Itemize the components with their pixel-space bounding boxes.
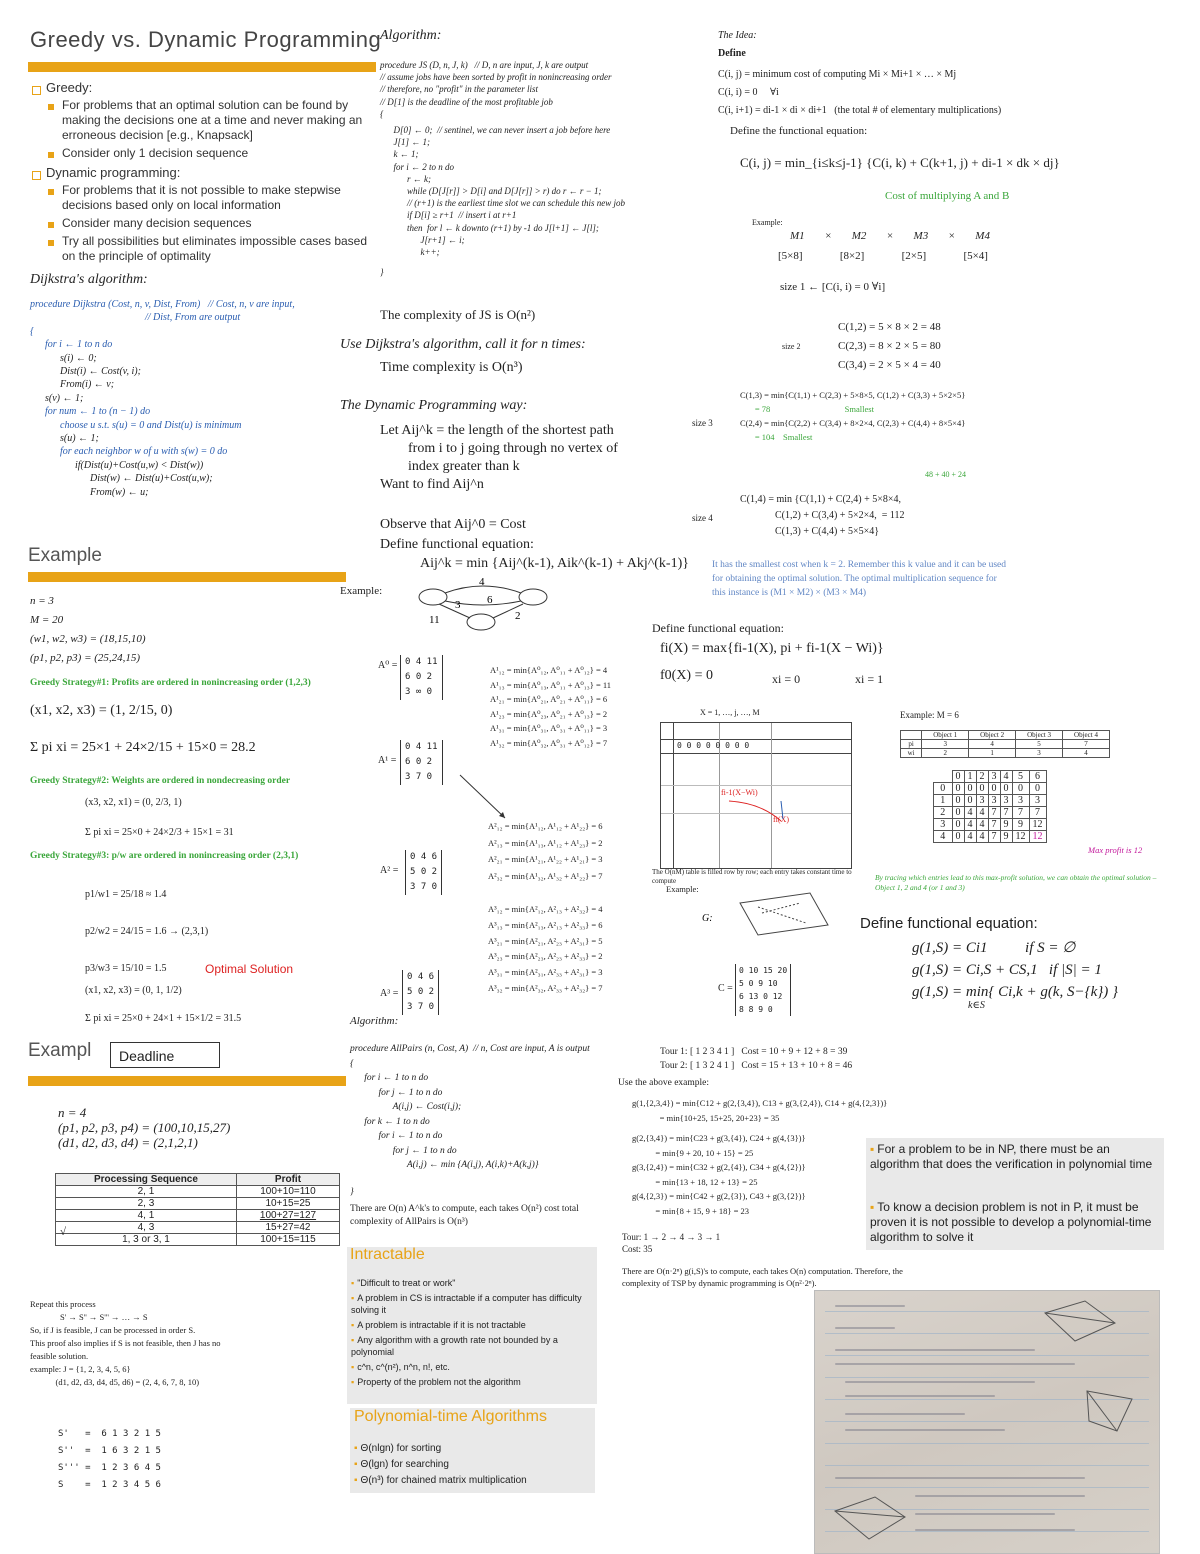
knapsack-dp-table: 0 1 2 3 4 5 6 0 0 0 0 0 0 0 0 1 0 0 3 3 3 3 3 2 0 4 4 7 7 7 7 3 0 4 4 7 9 9 12 4 0 4 4 7 9 12 12: [933, 770, 1047, 843]
ratio-line: p2/w2 = 24/15 = 1.6 → (2,3,1): [85, 926, 209, 937]
list-item: ▪ c^n, c^(n²), n^n, n!, etc.: [351, 1361, 595, 1373]
param-line: (w1, w2, w3) = (18,15,10): [30, 633, 146, 645]
code-line: for i ← 1 to n do: [30, 339, 113, 351]
dp-bullet: Try all possibilities but eliminates impossible cases based on the principle of optimality: [30, 234, 375, 264]
gs3-solution: (x1, x2, x3) = (0, 1, 1/2): [85, 985, 182, 996]
tour-line: Tour 1: [ 1 2 3 4 1 ] Cost = 10 + 9 + 12 + 8 = 39: [660, 1047, 848, 1057]
allpairs-code: [350, 1042, 590, 1199]
table-row: 1 0 0 3 3 3 3 3: [934, 795, 1047, 807]
equation: A¹₂₃ = min{A⁰₂₃, A⁰₂₁ + A⁰₁₃} = 2: [490, 708, 608, 719]
text-line: C(i, i+1) = di-1 × di × di+1 (the total # of elementary multiplications): [718, 105, 1002, 116]
sketch-graph-icon: [1077, 1381, 1147, 1441]
observe-line: Observe that Aij^0 = Cost: [380, 517, 526, 532]
code-line: // Dist, From are output: [30, 312, 241, 324]
tsp-cost-matrix: [735, 964, 791, 1016]
handwritten-notes-photo: [814, 1290, 1160, 1554]
code-line: J[1] ← 1;: [380, 137, 430, 148]
ratio-line: p3/w3 = 15/10 = 1.5: [85, 963, 167, 974]
allpairs-complexity: There are O(n) A^k's to compute, each takes O(n²) cost total complexity of AllPairs is O(n³): [350, 1204, 579, 1227]
example-graph: [415, 575, 555, 633]
np-bullet: ▪ For a problem to be in NP, there must be an algorithm that does the verification in polynomial time: [870, 1142, 1158, 1172]
size1-line: size 1 ← [C(i, i) = 0 ∀i]: [780, 281, 886, 293]
matrix-row: 0 4 11: [405, 742, 438, 752]
equation: A²₂₁ = min{A¹₂₁, A¹₂₂ + A¹₂₁} = 3: [488, 854, 603, 864]
graph-weight: 3: [455, 599, 461, 611]
table-row: 4 0 4 4 7 9 12 12: [934, 831, 1047, 843]
code-line: if(Dist(u)+Cost(u,w) < Dist(w)): [30, 459, 204, 471]
deadline-box: Deadline: [110, 1042, 220, 1068]
trace-note: By tracing which entries lead to this max-profit solution, we can obtain the optimal solution – Object 1, 2 and 4 (or 1 and 3): [875, 873, 1157, 892]
matrix-a3: [402, 970, 439, 1015]
a1-equations: [490, 663, 611, 751]
size3-values: [740, 388, 965, 444]
param-line: (p1, p2, p3) = (25,24,15): [30, 652, 141, 664]
matrix-row: 0 10 15 20: [739, 966, 788, 975]
code-line: k ← 1;: [380, 149, 419, 160]
list-item: ▪ Θ(lgn) for searching: [354, 1457, 527, 1473]
equation: = min{10+25, 15+25, 20+23} = 35: [632, 1112, 780, 1123]
code-line: for i ← 1 to n do: [350, 1073, 429, 1083]
equation: A¹₃₁ = min{A⁰₃₁, A⁰₃₁ + A⁰₁₁} = 3: [490, 723, 608, 734]
ratio-line: p1/w1 = 25/18 ≈ 1.4: [85, 889, 167, 900]
text-line: C(2,3) = 8 × 2 × 5 = 80: [838, 340, 941, 352]
code-line: D[0] ← 0; // sentinel, we can never insert a job before here: [380, 125, 611, 136]
matrix-row: 6 13 0 12: [739, 992, 783, 1001]
time-complexity: Time complexity is O(n³): [380, 360, 523, 375]
code-line: then for l ← k downto (r+1) by -1 do J[l+1] ← J[l];: [380, 222, 599, 233]
size4-note: It has the smallest cost when k = 2. Remember this k value and it can be used for obtaining the optimal solution. The optimal multiplication sequence for this instance is (M1 × M2) × (M3 × M4): [712, 560, 1006, 598]
size2-values: [838, 318, 941, 375]
code-line: Dist(i) ← Cost(v, i);: [30, 366, 141, 378]
code-line: while (D[J[r]] > D[i] and D[J[r]] > r) do r ← r − 1;: [380, 186, 602, 197]
equation: A²₃₂ = min{A¹₃₂, A¹₃₂ + A¹₂₂} = 7: [488, 870, 603, 881]
seq-line: S' = 6 1 3 2 1 5: [58, 1429, 161, 1439]
intractable-panel: [347, 1247, 597, 1404]
example2-underline: [28, 1076, 346, 1086]
graph-weight: 2: [515, 610, 521, 622]
polynomial-list: [354, 1441, 527, 1489]
polynomial-panel: [350, 1408, 595, 1493]
code-line: }: [380, 267, 384, 278]
grid-note: The O(nM) table is filled row by row; each entry takes constant time to compute: [652, 868, 852, 885]
js-code: [380, 59, 625, 278]
greedy-bullet: Consider only 1 decision sequence: [30, 146, 375, 161]
check-mark: √: [60, 1226, 67, 1238]
list-item: ▪ A problem in CS is intractable if a computer has difficulty solving it: [351, 1292, 595, 1316]
equation: g(2,{3,4}) = min{C23 + g(3,{4}), C24 + g(4,{3})}: [632, 1133, 806, 1143]
tour-result: Tour: 1 → 2 → 4 → 3 → 1: [622, 1232, 721, 1242]
matrix-row: 6 0 2: [405, 757, 433, 767]
gs3-sum: Σ pi xi = 25×0 + 24×1 + 15×1/2 = 31.5: [85, 1013, 242, 1024]
matrix-dim: [5×4]: [963, 250, 988, 262]
matrix-row: 3 7 0: [410, 882, 438, 892]
title-underline: [28, 62, 376, 72]
equation: g(1,S) = Ci,S + CS,1 if |S| = 1: [912, 962, 1102, 978]
code-line: s(v) ← 1;: [30, 392, 84, 404]
page-title: Greedy vs. Dynamic Programming: [30, 27, 382, 52]
dp-bullet: For problems that it is not possible to make stepwise decisions based only on local information: [30, 183, 375, 213]
knap-fe-1: fi(X) = max{fi-1(X), pi + fi-1(X − Wi)}: [660, 641, 884, 656]
text-line: So, if J is feasible, J can be processed in order S.: [30, 1325, 196, 1335]
size4-values: [740, 492, 905, 540]
list-item: ▪ Property of the problem not the algorithm: [351, 1376, 595, 1388]
tsp-complexity: There are O(n·2ⁿ) g(i,S)'s to compute, each takes O(n) computation. Therefore, the complexity of TSP by dynamic programming is O(n²·2ⁿ).: [622, 1266, 903, 1288]
matrix-a1: [400, 740, 443, 785]
matrix-a3-label: A³ =: [380, 988, 399, 999]
tsp-fe: [912, 937, 1118, 1003]
code-line: for i ← 2 to n do: [380, 161, 455, 172]
text-line: Let Aij^k = the length of the shortest path: [380, 423, 614, 438]
equation: A²₁₂ = min{A¹₁₂, A¹₁₂ + A¹₂₂} = 6: [488, 821, 603, 831]
knap-example-m: Example: M = 6: [900, 710, 959, 720]
table-header: Processing Sequence: [56, 1174, 237, 1186]
code-line: procedure AllPairs (n, Cost, A) // n, Cost are input, A is output: [350, 1044, 590, 1054]
text-line: C(2,4) = min{C(2,2) + C(3,4) + 8×2×4, C(2,3) + C(4,4) + 8×5×4}: [740, 418, 966, 428]
grid-fi: fi(X): [773, 815, 789, 824]
matrix-row: 3 7 0: [405, 772, 433, 782]
param-line: (d1, d2, d3, d4) = (2,1,2,1): [58, 1135, 198, 1150]
a2-equations: [488, 818, 603, 884]
a3-equations: [488, 902, 603, 997]
table-row: 4, 3 15+27=42: [56, 1222, 340, 1234]
code-line: r ← k;: [380, 173, 431, 184]
text-line: Repeat this process: [30, 1299, 96, 1309]
text-line: example: J = {1, 2, 3, 4, 5, 6}: [30, 1364, 131, 1374]
size4-label: size 4: [692, 513, 713, 523]
code-line: // therefore, no "profit" in the parameter list: [380, 84, 539, 95]
table-row: 2, 1 100+10=110: [56, 1186, 340, 1198]
graph-weight: 6: [487, 594, 493, 606]
equation: g(4,{2,3}) = min{C42 + g(2,{3}), C43 + g(3,{2})}: [632, 1191, 806, 1201]
graph-node-2: [519, 589, 547, 605]
graph-node-3: [467, 614, 495, 630]
matrix-name: M2: [851, 230, 867, 242]
code-line: // (r+1) is the earliest time slot we can schedule this new job: [380, 198, 626, 209]
code-line: From(i) ← v;: [30, 379, 115, 391]
list-item: ▪ Any algorithm with a growth rate not bounded by a polynomial: [351, 1334, 595, 1358]
seq-line: S''' = 1 2 3 6 4 5: [58, 1463, 161, 1473]
mc-example-label: Example:: [752, 218, 783, 227]
example-heading: Example: [28, 545, 102, 566]
greedy-heading: Greedy:: [30, 80, 375, 95]
table-row: wi 2 1 3 4: [901, 749, 1110, 758]
gs2-sum: Σ pi xi = 25×0 + 24×2/3 + 15×1 = 31: [85, 827, 234, 838]
object-table: Object 1 Object 2 Object 3 Object 4 pi 3 4 5 7 wi 2 1 3 4: [900, 730, 1110, 758]
grid-fi-1: fi-1(X−Wi): [721, 788, 758, 797]
gs1-sum: Σ pi xi = 25×1 + 24×2/15 + 15×0 = 28.2: [30, 740, 256, 755]
code-line: From(w) ← u;: [30, 486, 149, 498]
knap-fe-2: f0(X) = 0: [660, 668, 713, 683]
sketch-graph-icon: [1025, 1293, 1145, 1353]
text-line: (d1, d2, d3, d4, d5, d6) = (2, 4, 6, 7, 8, 10): [30, 1377, 200, 1387]
idea-heading: The Idea:: [718, 30, 757, 41]
equation: A³₃₁ = min{A²₃₁, A²₃₃ + A²₃₁} = 3: [488, 967, 603, 978]
dp-grid: [660, 722, 852, 869]
example2-heading: Exampl: [28, 1040, 92, 1061]
knap-x1: xi = 1: [855, 672, 884, 686]
matrix-a2-label: A² =: [380, 865, 399, 876]
dp-grid-header: X = 1, …, j, …, M: [700, 708, 760, 717]
dp-bullet: Consider many decision sequences: [30, 216, 375, 231]
text-line: feasible solution.: [30, 1351, 89, 1361]
equation: A³₂₁ = min{A²₂₁, A²₂₃ + A²₃₁} = 5: [488, 935, 603, 946]
equation: A³₂₃ = min{A²₂₃, A²₂₃ + A²₃₃} = 2: [488, 951, 603, 962]
table-row: pi 3 4 5 7: [901, 740, 1110, 749]
tsp-fe-subscript: k∈S: [968, 1000, 985, 1011]
text-line: C(1,3) + C(4,4) + 5×5×4}: [740, 526, 880, 537]
list-item: ▪ "Difficult to treat or work": [351, 1277, 595, 1289]
size4-sum: 48 + 40 + 24: [925, 470, 967, 479]
grid-zero-row: 0 0 0 0 0 0 0 0: [677, 741, 750, 750]
dijkstra-code: [30, 298, 295, 499]
size2-label: size 2: [782, 342, 801, 351]
example-underline: [28, 572, 346, 582]
define-fe-label: Define the functional equation:: [730, 125, 868, 137]
matrix-row: 5 0 2: [407, 987, 435, 997]
matrix-name: M3: [913, 230, 929, 242]
code-line: {: [380, 108, 384, 119]
matrix-a0-label: A⁰ =: [378, 660, 398, 671]
matrix-dims: [778, 250, 988, 262]
equation: A¹₃₂ = min{A⁰₃₂, A⁰₃₁ + A⁰₁₂} = 7: [490, 737, 608, 748]
text-line: This proof also implies if S is not feasible, then J has no: [30, 1338, 221, 1348]
equation: A³₁₃ = min{A²₁₃, A²₁₃ + A²₃₃} = 6: [488, 919, 603, 930]
np-bullet: ▪ To know a decision problem is not in P, it must be proven it is not possible to develop a polynomial-time algorithm to solve it: [870, 1200, 1158, 1245]
tsp-c-label: C =: [718, 983, 733, 994]
code-line: A(i,j) ← Cost(i,j);: [350, 1102, 462, 1112]
use-above-example: Use the above example:: [618, 1078, 710, 1088]
code-line: for j ← 1 to n do: [350, 1087, 443, 1098]
matrix-dim: [2×5]: [901, 250, 927, 262]
knap-x0: xi = 0: [772, 672, 801, 686]
code-line: J[r+1] ← i;: [380, 234, 465, 245]
greedy-strategy-2: Greedy Strategy#2: Weights are ordered in nondecreasing order: [30, 776, 291, 786]
use-dijkstra: Use Dijkstra's algorithm, call it for n times:: [340, 337, 586, 352]
text-line: Want to find Aij^n: [380, 477, 484, 492]
param-line: (p1, p2, p3, p4) = (100,10,15,27): [58, 1120, 231, 1135]
floyd-fe: Aij^k = min {Aij^(k-1), Aik^(k-1) + Akj^(k-1)}: [420, 556, 689, 571]
cost-result: Cost: 35: [622, 1244, 653, 1254]
gs3-ratios: [85, 876, 208, 987]
text-line: S' → S'' → S''' → … → S: [60, 1312, 148, 1322]
greedy-bullet: For problems that an optimal solution can be found by making the decisions one at a time and never making an erroneous decision [e.g., Knapsack]: [30, 98, 375, 143]
code-line: choose u s.t. s(u) = 0 and Dist(u) is minimum: [30, 419, 242, 431]
svg-text:G:: G:: [702, 913, 713, 924]
code-line: s(u) ← 1;: [30, 433, 99, 445]
matrix-a0: [400, 655, 443, 700]
code-line: for each neighbor w of u with s(w) = 0 do: [30, 446, 228, 458]
matrix-row: 5 0 9 10: [739, 979, 778, 988]
matrix-row: 0 4 6: [410, 852, 438, 862]
intractable-list: [351, 1277, 595, 1388]
table-row: 2, 3 10+15=25: [56, 1198, 340, 1210]
matrix-row: 0 4 6: [407, 972, 435, 982]
size3-label: size 3: [692, 418, 713, 428]
graph-node-1: [419, 589, 447, 605]
equation: = min{13 + 18, 12 + 13} = 25: [632, 1176, 758, 1187]
matrix-a1-label: A¹ =: [378, 755, 397, 766]
text-line: = 104 Smallest: [740, 432, 813, 442]
param-line: n = 3: [30, 595, 54, 607]
equation: g(1,S) = min{ Ci,k + g(k, S−{k}) }: [912, 984, 1118, 1000]
dp-way-heading: The Dynamic Programming way:: [340, 398, 528, 413]
matrix-dim: [5×8]: [778, 250, 803, 262]
tour-line: Tour 2: [ 1 3 2 4 1 ] Cost = 15 + 13 + 10 + 8 = 46: [660, 1061, 853, 1071]
matrix-row: 3 ∞ 0: [405, 687, 433, 697]
graph-weight: 4: [479, 576, 485, 588]
code-line: for j ← 1 to n do: [350, 1145, 457, 1156]
c-definitions: [718, 66, 1001, 120]
list-item: ▪ Θ(nlgn) for sorting: [354, 1441, 527, 1457]
np-panel: [866, 1138, 1164, 1250]
code-line: A(i,j) ← min {A(i,j), A(i,k)+A(k,j)}: [350, 1160, 539, 1170]
equation: A³₁₂ = min{A²₁₂, A²₁₃ + A²₃₂} = 4: [488, 904, 603, 914]
equation: A²₁₃ = min{A¹₁₃, A¹₁₂ + A¹₂₃} = 2: [488, 837, 603, 848]
table-header: Profit: [236, 1174, 339, 1186]
matrix-name: M4: [975, 230, 990, 242]
table-row: 2 0 4 4 7 7 7 7: [934, 807, 1047, 819]
equation: A³₃₂ = min{A²₃₂, A²₃₃ + A²₃₂} = 7: [488, 982, 603, 993]
graph-weight: 11: [429, 614, 440, 626]
code-line: {: [350, 1058, 354, 1069]
define-fe-line: Define functional equation:: [380, 537, 534, 552]
dp-heading: Dynamic programming:: [30, 165, 375, 180]
text-line: C(i, i) = 0 ∀i: [718, 87, 779, 98]
list-item: ▪ A problem is intractable if it is not tractable: [351, 1319, 595, 1331]
code-line: procedure Dijkstra (Cost, n, v, Dist, From) // Cost, n, v are input,: [30, 299, 295, 310]
optimal-solution-label: Optimal Solution: [205, 962, 294, 976]
js-complexity: The complexity of JS is O(n²): [380, 307, 536, 322]
equation: A¹₁₃ = min{A⁰₁₃, A⁰₁₁ + A⁰₁₃} = 11: [490, 679, 612, 690]
code-line: // assume jobs have been sorted by profit in nonincreasing order: [380, 72, 612, 83]
max-profit-note: Max profit is 12: [1088, 845, 1143, 855]
table-row: 4, 1 100+27=127: [56, 1210, 340, 1222]
code-line: }: [350, 1186, 354, 1197]
matrix-row: 5 0 2: [410, 867, 438, 877]
code-line: // D[1] is the deadline of the most profitable job: [380, 96, 553, 107]
grid-arrow-icon: [721, 793, 801, 833]
code-line: for num ← 1 to (n − 1) do: [30, 406, 151, 418]
text-line: C(3,4) = 2 × 5 × 4 = 40: [838, 359, 941, 371]
grid-example-label: Example:: [666, 884, 699, 894]
tour-list: [660, 1045, 852, 1073]
allpairs-algorithm-title: Algorithm:: [350, 1015, 399, 1027]
matrix-names: M1 × M2 × M3 × M4: [790, 230, 990, 242]
job-sequence-table: [55, 1173, 340, 1246]
table-row: 1, 3 or 3, 1 100+15=115: [56, 1234, 340, 1246]
matrix-chain-fe: C(i, j) = min_{i≤k≤j-1} {C(i, k) + C(k+1, j) + di-1 × dk × dj}: [740, 155, 1060, 170]
polynomial-title: Polynomial-time Algorithms: [354, 1408, 547, 1425]
code-line: {: [30, 325, 34, 337]
matrix-row: 0 4 11: [405, 657, 438, 667]
table-row: 3 0 4 4 7 9 9 12: [934, 819, 1047, 831]
text-line: C(1,4) = min {C(1,1) + C(2,4) + 5×8×4,: [740, 494, 902, 505]
matrix-row: 8 8 9 0: [739, 1005, 773, 1014]
text-line: C(i, j) = minimum cost of computing Mi × Mi+1 × … × Mj: [718, 69, 957, 80]
matrix-dim: [8×2]: [839, 250, 865, 262]
param-line: M = 20: [30, 614, 64, 626]
js-algorithm-title: Algorithm:: [380, 28, 442, 43]
list-item: ▪ Θ(n³) for chained matrix multiplication: [354, 1473, 527, 1489]
let-definition: [380, 422, 618, 494]
knap-fe-title: Define functional equation:: [652, 621, 784, 635]
seq-line: S'' = 1 6 3 2 1 5: [58, 1446, 161, 1456]
equation: = min{8 + 15, 9 + 18} = 23: [632, 1205, 750, 1216]
tsp-computation: [632, 1096, 887, 1218]
code-line: procedure JS (D, n, J, k) // D, n are input, J, k are output: [380, 60, 589, 70]
knapsack-params: [30, 592, 146, 668]
dijkstra-title: Dijkstra's algorithm:: [30, 272, 148, 287]
gs1-solution: (x1, x2, x3) = (1, 2/15, 0): [30, 703, 173, 718]
equation: A¹₁₂ = min{A⁰₁₂, A⁰₁₁ + A⁰₁₂} = 4: [490, 665, 608, 675]
sketch-graph-icon: [825, 1491, 915, 1546]
sequence-list: [58, 1426, 161, 1494]
tsp-fe-title: Define functional equation:: [860, 915, 1038, 932]
intractable-title: Intractable: [350, 1246, 425, 1263]
text-line: index greater than k: [380, 459, 520, 474]
greedy-vs-dp-bullets: [30, 80, 375, 264]
text-line: C(1,2) = 5 × 8 × 2 = 48: [838, 321, 941, 333]
equation: g(1,S) = Ci1 if S = ∅: [912, 940, 1076, 956]
text-line: = 78 Smallest: [740, 404, 874, 414]
text-line: from i to j going through no vertex of: [380, 441, 618, 456]
matrix-row: 6 0 2: [405, 672, 433, 682]
graph-example-label: Example:: [340, 585, 383, 597]
param-line: n = 4: [58, 1105, 87, 1120]
equation: g(3,{2,4}) = min{C32 + g(2,{4}), C34 + g(4,{2})}: [632, 1162, 806, 1172]
matrix-row: 3 7 0: [407, 1002, 435, 1012]
table-row: 0 0 0 0 0 0 0 0: [934, 783, 1047, 795]
greedy-strategy-3: Greedy Strategy#3: p/w are ordered in nonincreasing order (2,3,1): [30, 851, 299, 861]
equation: g(1,{2,3,4}) = min{C12 + g(2,{3,4}), C13 + g(3,{2,4}), C14 + g(4,{2,3})}: [632, 1098, 888, 1108]
tsp-result: [622, 1231, 720, 1255]
code-line: for k ← 1 to n do: [350, 1116, 430, 1127]
jobs-params: [58, 1105, 230, 1150]
text-line: C(1,2) + C(3,4) + 5×2×4, = 112: [740, 510, 905, 521]
code-line: Dist(w) ← Dist(u)+Cost(u,w);: [30, 473, 213, 485]
gs2-solution: (x3, x2, x1) = (0, 2/3, 1): [85, 797, 182, 808]
greedy-strategy-1: Greedy Strategy#1: Profits are ordered in nonincreasing order (1,2,3): [30, 678, 311, 688]
define-label: Define: [718, 48, 746, 59]
equation: A¹₂₁ = min{A⁰₂₁, A⁰₂₁ + A⁰₁₁} = 6: [490, 694, 608, 705]
seq-line: S = 1 2 3 4 5 6: [58, 1480, 161, 1490]
code-line: k++;: [380, 247, 440, 258]
equation: = min{9 + 20, 10 + 15} = 25: [632, 1147, 754, 1158]
tsp-graph-sketch: [700, 885, 835, 945]
matrix-a2: [405, 850, 442, 895]
matrix-name: M1: [790, 230, 805, 242]
cost-ab-note: Cost of multiplying A and B: [885, 190, 1010, 202]
code-line: for i ← 1 to n do: [350, 1131, 443, 1141]
text-line: C(1,3) = min{C(1,1) + C(2,3) + 5×8×5, C(1,2) + C(3,3) + 5×2×5}: [740, 390, 966, 400]
code-line: s(i) ← 0;: [30, 352, 97, 364]
code-line: if D[i] ≥ r+1 // insert i at r+1: [380, 210, 517, 221]
repeat-process-text: [30, 1298, 221, 1389]
